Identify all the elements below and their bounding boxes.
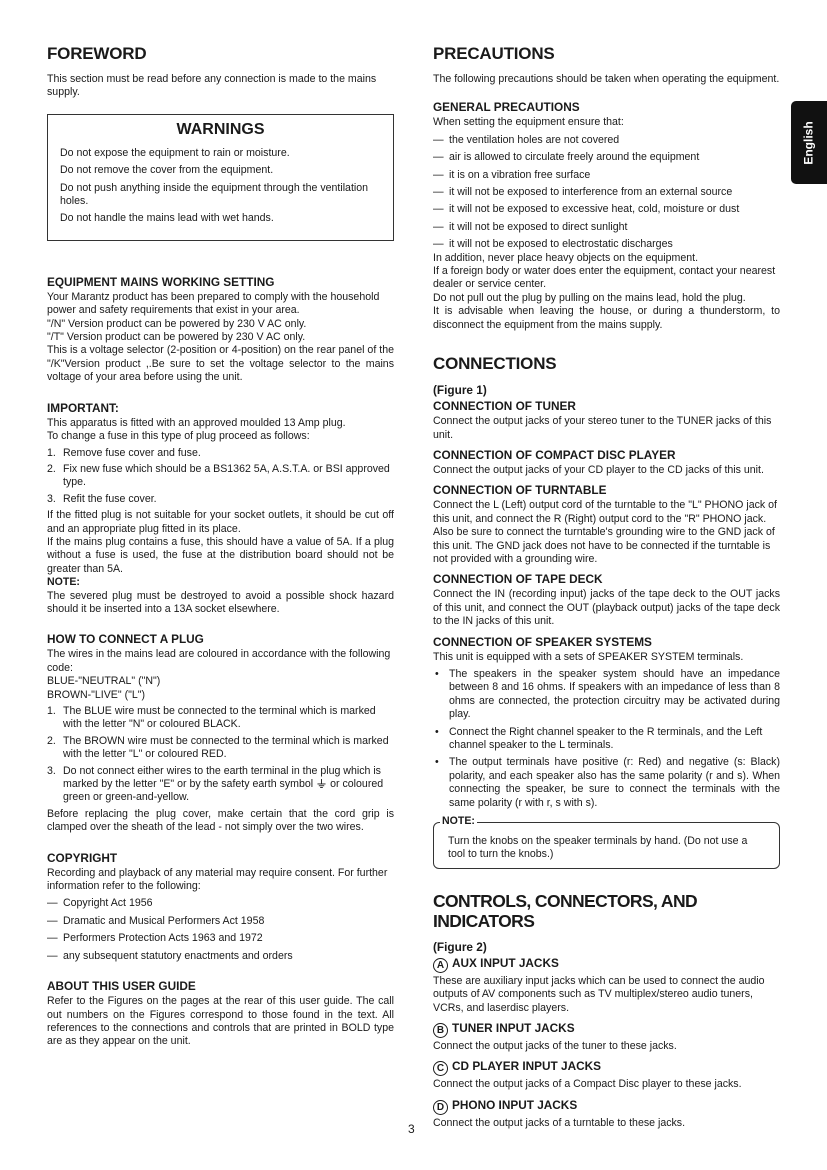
speaker-list <box>433 668 780 810</box>
list-item: 2. Fix new fuse which should be a BS1362 5A, A.S.T.A. or BSI approved type. <box>47 462 390 489</box>
control-item-title: B TUNER INPUT JACKS <box>433 1021 780 1038</box>
foreword-intro: This section must be read before any connection is made to the mains supply. <box>47 73 377 99</box>
precautions-after: If a foreign body or water does enter the equipment, contact your nearest dealer or service center. <box>433 265 776 291</box>
language-tab <box>791 101 827 184</box>
speaker-note: Turn the knobs on the speaker terminals by hand. (Do not use a tool to turn the knobs.) <box>448 835 748 861</box>
important-section <box>47 401 394 617</box>
connect-plug-title: HOW TO CONNECT A PLUG <box>47 632 204 647</box>
list-item: — it will not be exposed to interference from an external source <box>433 186 733 199</box>
turntable-connection-body: Connect the L (Left) output cord of the turntable to the "L" PHONO jack of this unit, and connect the R (Right) output cord to the "R" PHONO jack. Also be sure to connect the turntable's grounding wire to the GND jack of this unit. The GND jack does not have to be connected if the turntable is not provided with a grounding wire. <box>433 499 777 565</box>
list-item: — the ventilation holes are not covered <box>433 133 620 146</box>
general-precautions-title: GENERAL PRECAUTIONS <box>433 100 580 115</box>
important-p2: If the mains plug contains a fuse, this should have a value of 5A. If a plug without a fuse is used, the fuse at the distribution board should not be greater than 5A. <box>47 535 394 575</box>
left-column <box>47 44 394 1065</box>
earth-symbol-icon <box>317 779 326 788</box>
important-intro1: This apparatus is fitted with an approved moulded 13 Amp plug. <box>47 416 346 429</box>
connect-plug-section <box>47 632 394 834</box>
mains-setting-body: Your Marantz product has been prepared to comply with the household power and safety requirements that exist in your area. <box>47 290 380 317</box>
callout-a-icon: A <box>433 958 448 973</box>
list-item: • Connect the Right channel speaker to the R terminals, and the Left channel speaker to the L terminals. <box>435 725 763 751</box>
mains-setting-body2: This is a voltage selector (2-position or 4-position) on the rear panel of the "/K"Version product ,.Be sure to set the voltage selector to the mains voltage of your area before using the unit. <box>47 344 394 384</box>
precautions-intro: The following precautions should be taken when operating the equipment. <box>433 73 780 85</box>
copyright-list <box>47 897 394 963</box>
connections-section <box>433 354 780 869</box>
cd-connection-body: Connect the output jacks of your CD player to the CD jacks of this unit. <box>433 463 764 476</box>
warning-item: Do not push anything inside the equipment through the ventilation holes. <box>60 181 369 208</box>
list-item: — Dramatic and Musical Performers Act 1958 <box>47 914 265 927</box>
connect-plug-after: Before replacing the plug cover, make certain that the cord grip is clamped over the sheath of the lead - not simply over the two wires. <box>47 807 394 834</box>
important-note-label: NOTE: <box>47 576 80 589</box>
warning-item: Do not remove the cover from the equipment. <box>60 164 274 177</box>
list-item: — air is allowed to circulate freely around the equipment <box>433 151 700 164</box>
mains-setting-line: "/T" Version product can be powered by 230 V AC only. <box>47 331 306 344</box>
warnings-box <box>47 114 394 241</box>
connections-title: CONNECTIONS <box>433 354 557 374</box>
precautions-after: Do not pull out the plug by pulling on the mains lead, hold the plug. <box>433 291 746 304</box>
speaker-connection-title: CONNECTION OF SPEAKER SYSTEMS <box>433 634 652 649</box>
important-p1: If the fitted plug is not suitable for your socket outlets, it should be cut off and an appropriate plug fitted in its place. <box>47 509 394 535</box>
precautions-title: PRECAUTIONS <box>433 44 555 63</box>
turntable-connection-title: CONNECTION OF TURNTABLE <box>433 483 607 498</box>
callout-d-icon: D <box>433 1100 448 1115</box>
control-item-body: Connect the output jacks of a turntable to these jacks. <box>433 1116 686 1129</box>
callout-b-icon: B <box>433 1023 448 1038</box>
control-item-body: These are auxiliary input jacks which can be used to connect the audio outputs of AV components such as TV multiplex/stereo audio tuners, VCRs, and laserdisc players. <box>433 974 765 1014</box>
list-item: • The speakers in the speaker system should have an impedance between 8 and 16 ohms. If speakers with an impedance of less than 8 ohms are connected, the protection circuitry may be activated during play. <box>435 667 780 721</box>
user-guide-body: Refer to the Figures on the pages at the rear of this user guide. The call out numbers on the Figures correspond to those found in the text. All references to the connections and controls that are printed in BOLD type are as they appear on the unit. <box>47 995 394 1048</box>
fuse-steps <box>47 447 394 507</box>
list-item: — it will not be exposed to direct sunlight <box>433 220 628 233</box>
list-item: — any subsequent statutory enactments and orders <box>47 949 293 962</box>
list-item: — it is on a vibration free surface <box>433 168 591 181</box>
speaker-connection-intro: This unit is equipped with a sets of SPEAKER SYSTEM terminals. <box>433 650 744 663</box>
list-item: — it will not be exposed to electrostatic discharges <box>433 238 673 251</box>
connect-plug-intro: The wires in the mains lead are coloured in accordance with the following code: <box>47 648 391 674</box>
tape-connection-body: Connect the IN (recording input) jacks of the tape deck to the OUT jacks of this unit, and connect the OUT (playback output) jacks of the tape deck to the IN jacks of this unit. <box>433 588 780 628</box>
foreword-section <box>47 44 394 241</box>
mains-setting-section <box>47 275 394 385</box>
control-item-title: C CD PLAYER INPUT JACKS <box>433 1059 780 1076</box>
connections-figure: (Figure 1) <box>433 383 487 398</box>
tape-connection-title: CONNECTION OF TAPE DECK <box>433 572 603 587</box>
general-precautions-intro: When setting the equipment ensure that: <box>433 116 624 129</box>
list-item: 1. The BLUE wire must be connected to the terminal which is marked with the letter "N" or coloured BLACK. <box>47 705 376 731</box>
list-item: 3. Do not connect either wires to the earth terminal in the plug which is marked by the letter "E" or by the safety earth symbol or coloured green or green-and-yellow. <box>47 764 384 804</box>
wire-blue: BLUE-"NEUTRAL" ("N") <box>47 675 161 688</box>
copyright-intro: Recording and playback of any material may require consent. For further information refer to the following: <box>47 866 388 893</box>
mains-setting-line: "/N" Version product can be powered by 230 V AC only. <box>47 317 307 330</box>
speaker-note-box <box>433 815 780 869</box>
copyright-section <box>47 851 394 963</box>
tuner-connection-title: CONNECTION OF TUNER <box>433 399 576 414</box>
control-item-body: Connect the output jacks of the tuner to these jacks. <box>433 1040 677 1053</box>
control-item-title: A AUX INPUT JACKS <box>433 956 780 973</box>
user-guide-section <box>47 979 394 1049</box>
warning-item: Do not handle the mains lead with wet hands. <box>60 212 274 225</box>
foreword-title: FOREWORD <box>47 44 147 63</box>
list-item: 1. Remove fuse cover and fuse. <box>47 446 201 459</box>
warnings-title: WARNINGS <box>176 120 265 138</box>
copyright-title: COPYRIGHT <box>47 850 118 865</box>
list-item: — it will not be exposed to excessive heat, cold, moisture or dust <box>433 203 740 216</box>
list-item: — Copyright Act 1956 <box>47 897 153 910</box>
general-precautions-list <box>433 134 780 252</box>
right-column <box>433 44 780 1146</box>
precautions-section <box>433 44 780 332</box>
controls-title: CONTROLS, CONNECTORS, AND INDICATORS <box>433 890 698 931</box>
wire-brown: BROWN-"LIVE" ("L") <box>47 688 146 701</box>
list-item: — Performers Protection Acts 1963 and 1972 <box>47 932 263 945</box>
precautions-after: In addition, never place heavy objects on the equipment. <box>433 251 699 264</box>
important-title: IMPORTANT: <box>47 400 119 415</box>
page-number: 3 <box>408 1122 415 1136</box>
list-item: 3. Refit the fuse cover. <box>47 492 157 505</box>
list-item: • The output terminals have positive (r: Red) and negative (s: Black) polarity, and each speaker also has the same polarity (r and s). When connecting the speaker, be sure to connect the terminals with the same polarity (r with r, s with s). <box>435 756 780 809</box>
important-intro2: To change a fuse in this type of plug proceed as follows: <box>47 430 310 443</box>
important-note: The severed plug must be destroyed to avoid a possible shock hazard should it be inserted into a 13A socket elsewhere. <box>47 589 394 615</box>
controls-section <box>433 891 780 1130</box>
control-item-title: D PHONO INPUT JACKS <box>433 1098 780 1115</box>
language-tab-label: English <box>801 120 816 165</box>
cd-connection-title: CONNECTION OF COMPACT DISC PLAYER <box>433 447 676 462</box>
tuner-connection-body: Connect the output jacks of your stereo tuner to the TUNER jacks of this unit. <box>433 415 772 441</box>
control-item-body: Connect the output jacks of a Compact Disc player to these jacks. <box>433 1078 742 1091</box>
callout-c-icon: C <box>433 1061 448 1076</box>
controls-figure: (Figure 2) <box>433 939 487 954</box>
list-item: 2. The BROWN wire must be connected to the terminal which is marked with the letter "L" or coloured RED. <box>47 734 389 761</box>
mains-setting-title: EQUIPMENT MAINS WORKING SETTING <box>47 274 275 289</box>
warning-item: Do not expose the equipment to rain or moisture. <box>60 146 290 159</box>
user-guide-title: ABOUT THIS USER GUIDE <box>47 979 196 994</box>
plug-steps <box>47 705 394 805</box>
precautions-after: It is advisable when leaving the house, or during a thunderstorm, to disconnect the equipment from the mains supply. <box>433 305 780 331</box>
note-label: NOTE: <box>442 815 475 828</box>
